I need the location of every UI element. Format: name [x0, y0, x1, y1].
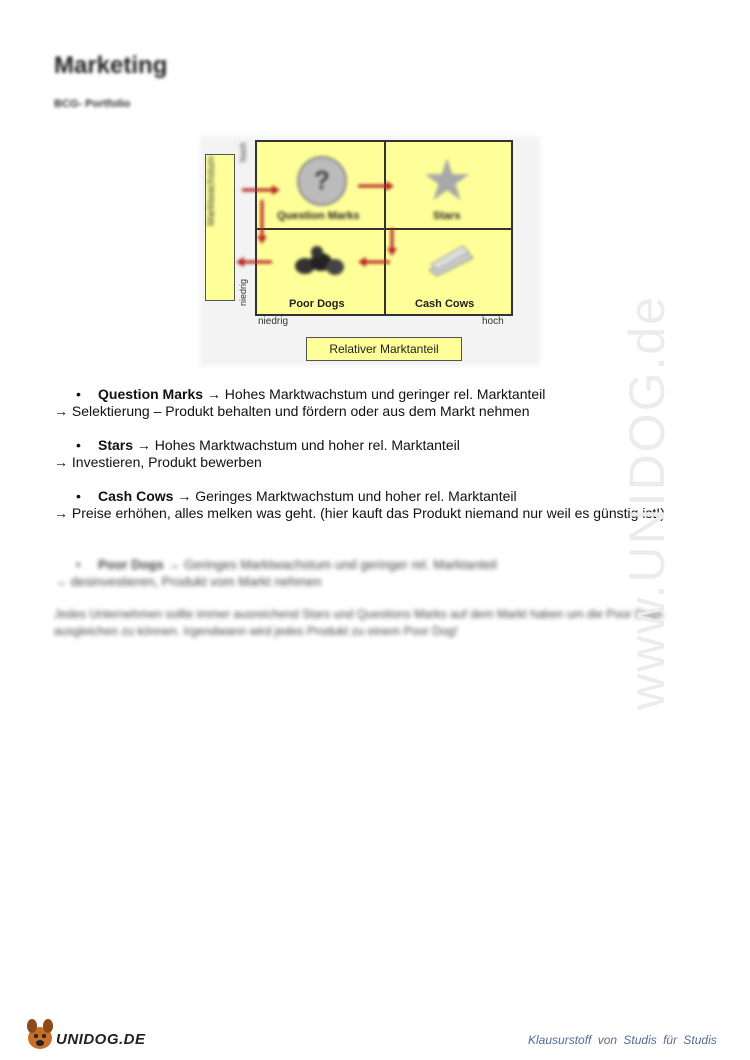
page-title: Marketing: [54, 52, 168, 79]
item-term: Stars: [98, 437, 134, 453]
cycle-arrows: [200, 136, 540, 366]
y-axis-label: Marktwachstum: [206, 155, 217, 226]
quadrant-question-marks-label: Question Marks: [277, 210, 360, 222]
item-desc: Geringes Marktwachstum und geringer rel. Marktanteil: [180, 557, 497, 572]
item-term: Poor Dogs: [98, 557, 164, 572]
item-desc: Hohes Marktwachstum und hoher rel. Marktanteil: [150, 437, 460, 453]
logo-text: UNIDOG.DE: [56, 1031, 146, 1048]
arrow-glyph: →: [206, 386, 221, 402]
summary-paragraph: Jedes Unternehmen sollte immer ausreichend Stars und Questions Marks auf dem Markt haben um die Poor Dogs ausgleichen zu können. Irgendwann wird jedes Produkt zu einem Poor Dog!: [54, 607, 663, 638]
item-stars: • Stars → Hohes Marktwachstum und hoher rel. Marktanteil: [76, 437, 460, 453]
arrow-glyph: →: [54, 403, 68, 419]
arrow-glyph: →: [54, 454, 68, 470]
x-axis-label: Relativer Marktanteil: [306, 337, 462, 361]
item-term: Question Marks: [98, 386, 204, 402]
item-action: [54, 403, 679, 420]
item-desc: Geringes Marktwachstum und hoher rel. Marktanteil: [191, 488, 517, 504]
x-high-label: hoch: [482, 316, 504, 327]
item-action-text: Investieren, Produkt bewerben: [68, 454, 262, 470]
y-high-label: hoch: [238, 142, 248, 162]
item-poor-dogs-blurred: • Poor Dogs → Geringes Marktwachstum und geringer rel. Marktanteil → desinvestieren, Produkt vom Markt nehmen: [54, 557, 497, 589]
quadrant-cash-cows-label: Cash Cows: [415, 298, 475, 310]
x-low-label: niedrig: [258, 316, 289, 327]
arrow-glyph: →: [54, 505, 68, 521]
arrow-glyph: →: [136, 437, 151, 453]
question-mark-icon: ?: [297, 156, 347, 206]
quadrant-poor-dogs-label: Poor Dogs: [289, 298, 345, 310]
item-desc: Hohes Marktwachstum und geringer rel. Marktanteil: [220, 386, 546, 402]
item-question-marks: • Question Marks → Hohes Marktwachstum und geringer rel. Marktanteil: [76, 386, 546, 402]
item-action: [54, 505, 679, 522]
y-low-label: niedrig: [238, 278, 248, 306]
item-term: Cash Cows: [98, 488, 174, 504]
portfolio-explanations: [54, 386, 679, 522]
item-cash-cows: • Cash Cows → Geringes Marktwachstum und hoher rel. Marktanteil: [76, 488, 517, 504]
watermark: www.UNIDOG.de: [619, 295, 675, 710]
quadrant-stars-label: Stars: [433, 210, 461, 222]
page-subtitle: BCG- Portfolio: [54, 98, 131, 110]
item-action: [54, 454, 679, 471]
footer-tagline: Klausurstoff von Studis für Studis: [528, 1033, 717, 1047]
arrow-glyph: →: [54, 574, 67, 589]
bcg-portfolio-diagram: [200, 136, 540, 366]
arrow-glyph: →: [167, 557, 181, 572]
item-action-text: Preise erhöhen, alles melken was geht. (hier kauft das Produkt niemand nur weil es günstig ist!): [68, 505, 665, 521]
item-action-text: desinvestieren, Produkt vom Markt nehmen: [67, 574, 322, 589]
arrow-glyph: →: [177, 488, 192, 504]
item-action-text: Selektierung – Produkt behalten und fördern oder aus dem Markt nehmen: [68, 403, 530, 419]
star-icon: ★: [421, 148, 473, 213]
